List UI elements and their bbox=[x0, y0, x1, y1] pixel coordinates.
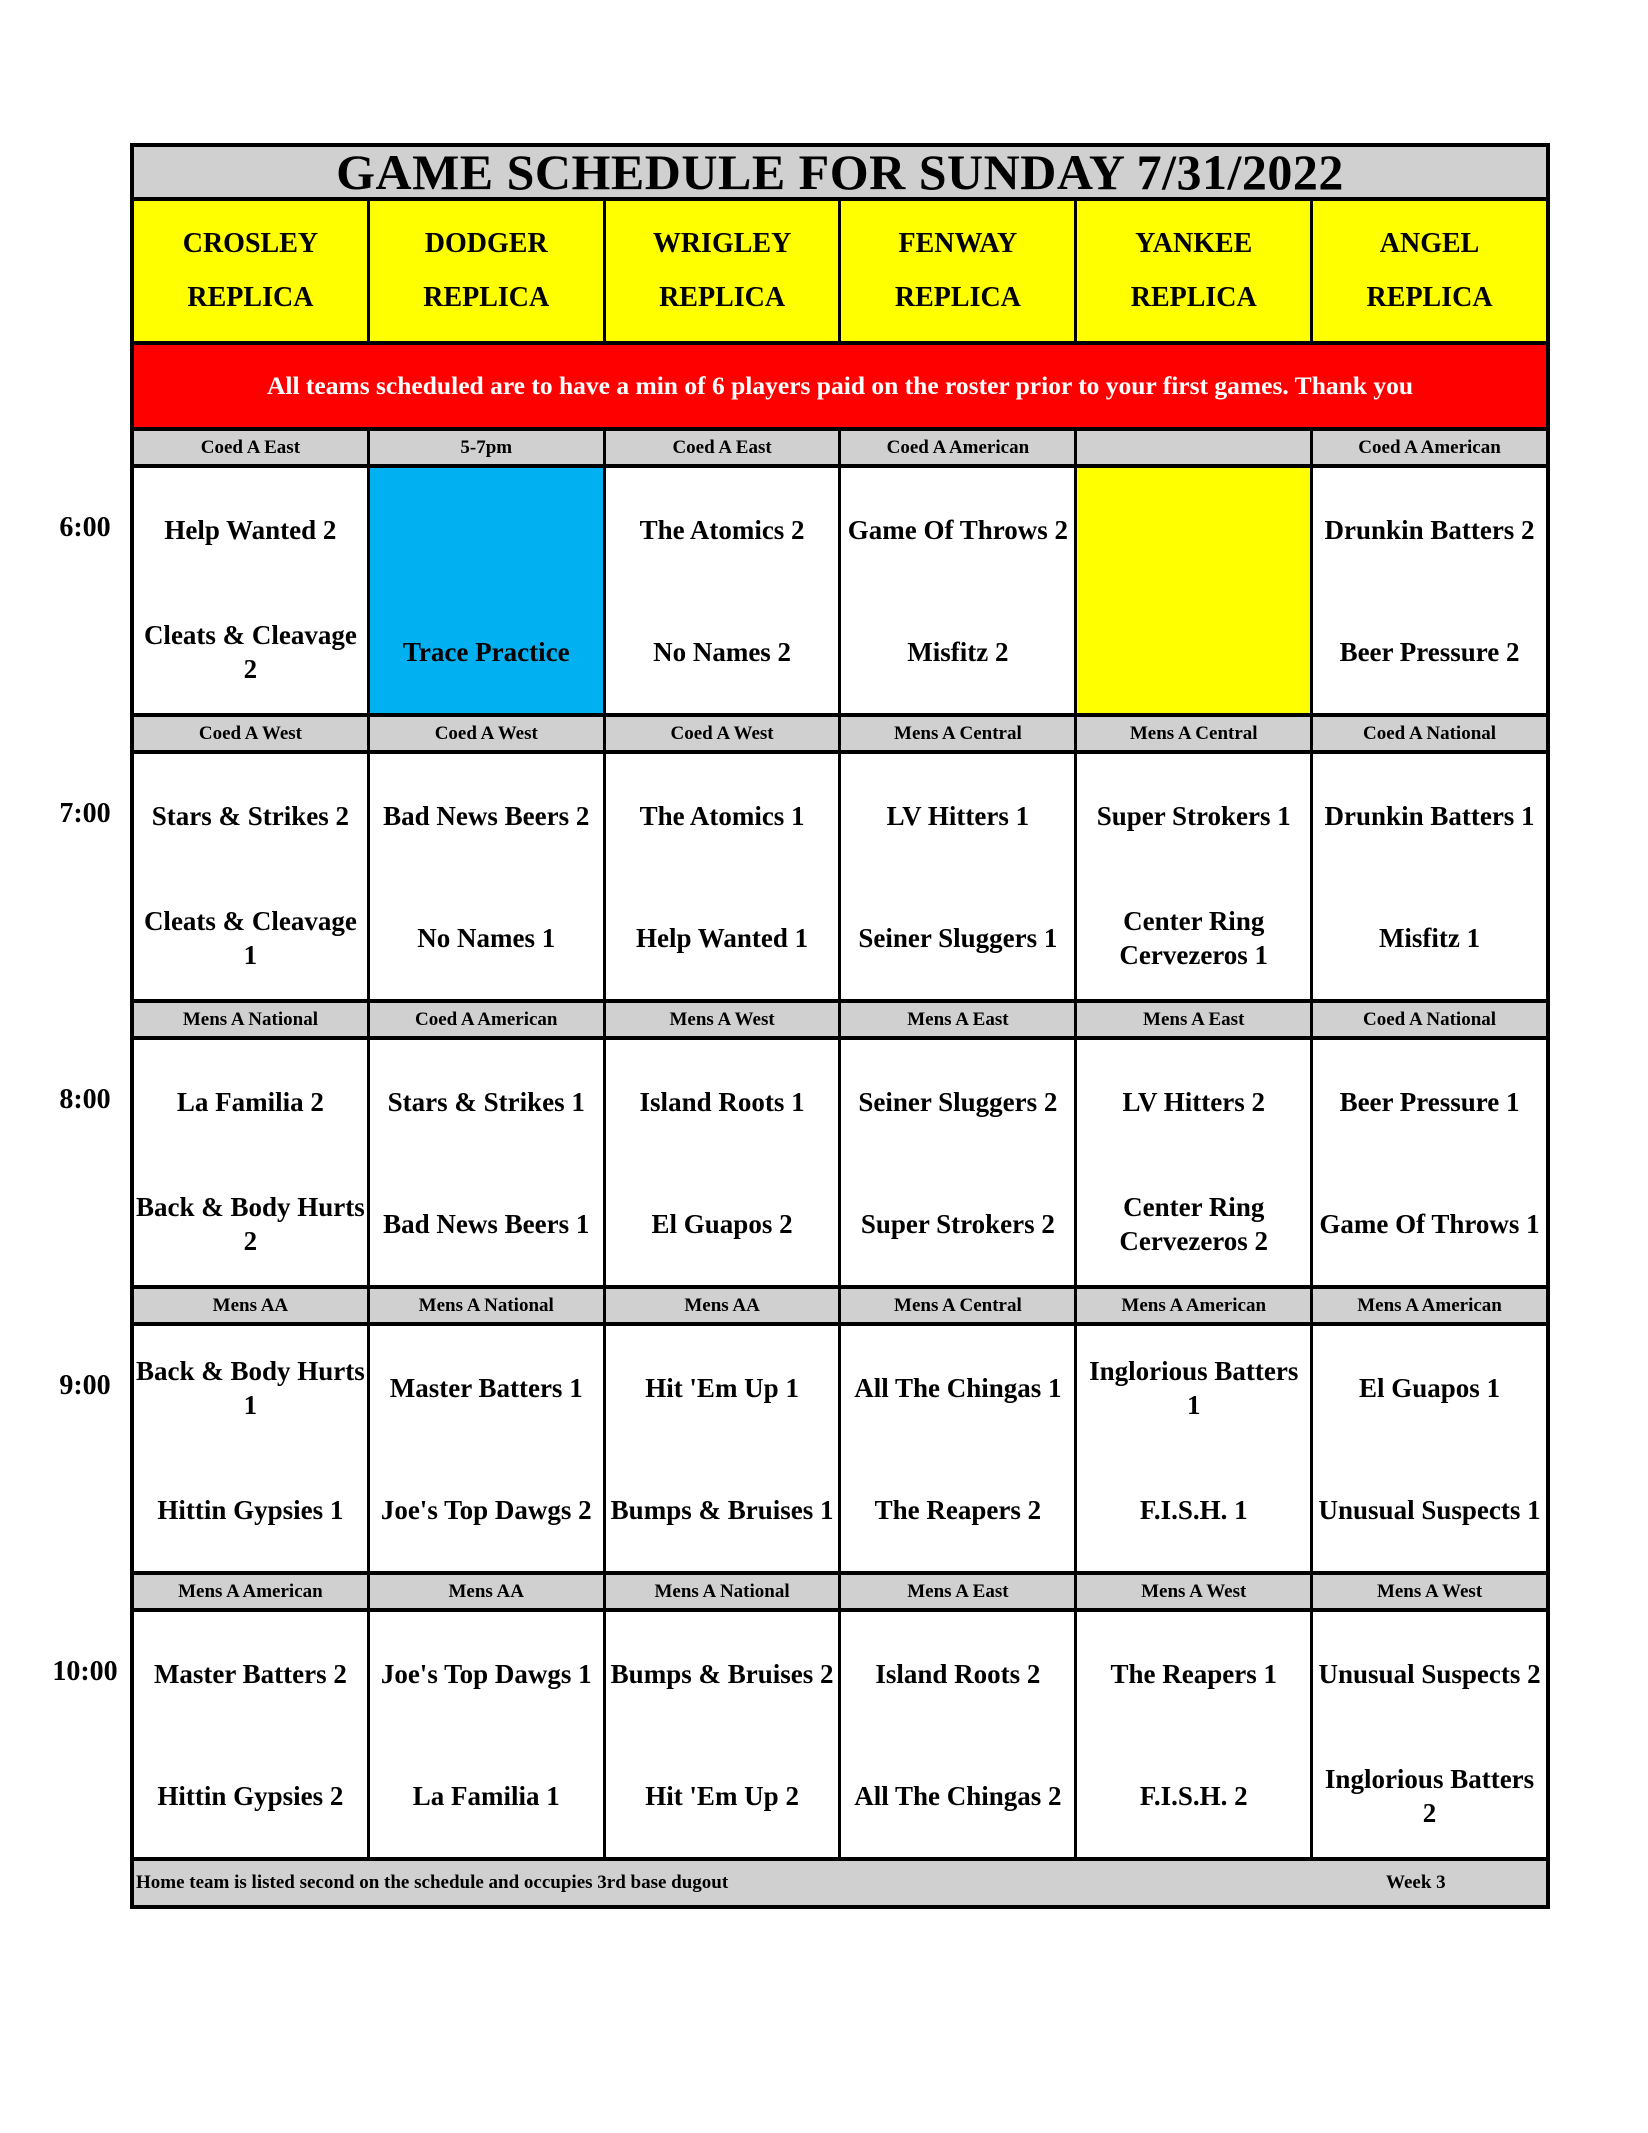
away-team: Joe's Top Dawgs 1 bbox=[380, 1659, 592, 1689]
division-label: Mens AA bbox=[134, 1289, 370, 1322]
game-row bbox=[134, 754, 1546, 1003]
away-team bbox=[1079, 488, 1308, 572]
game-cell bbox=[1313, 1326, 1546, 1571]
schedule-sheet bbox=[130, 143, 1550, 1909]
game-cell bbox=[370, 1040, 606, 1285]
time-slots bbox=[134, 431, 1546, 1861]
away-team: Stars & Strikes 2 bbox=[151, 801, 350, 831]
game-row bbox=[134, 1326, 1546, 1575]
away-team: Help Wanted 2 bbox=[164, 515, 337, 545]
division-label: Mens A East bbox=[1077, 1003, 1313, 1036]
division-label: Coed A National bbox=[1363, 1008, 1497, 1030]
game-cell bbox=[841, 468, 1077, 713]
division-label: Mens A Central bbox=[841, 1289, 1077, 1322]
home-team: Center Ring Cervezeros 2 bbox=[1119, 1192, 1269, 1256]
venue-name: DODGER bbox=[424, 228, 548, 259]
away-team: The Reapers 1 bbox=[1110, 1659, 1277, 1689]
game-cell bbox=[370, 468, 606, 713]
roster-notice: All teams scheduled are to have a min of 6 players paid on the roster prior to your first games. Thank you bbox=[134, 345, 1546, 431]
away-team: Stars & Strikes 1 bbox=[387, 1087, 585, 1117]
away-team: Island Roots 2 bbox=[875, 1659, 1041, 1689]
game-cell bbox=[841, 1326, 1077, 1571]
week-label: Week 3 bbox=[1386, 1872, 1446, 1893]
home-team: Hittin Gypsies 1 bbox=[157, 1495, 344, 1525]
time-label: 6:00 bbox=[59, 512, 111, 543]
time-label: 10:00 bbox=[52, 1656, 118, 1687]
away-team: Seiner Sluggers 2 bbox=[858, 1087, 1058, 1117]
game-cell bbox=[606, 754, 842, 999]
game-cell bbox=[1077, 754, 1313, 999]
home-team: Trace Practice bbox=[402, 637, 570, 667]
division-label: Coed A East bbox=[606, 431, 842, 464]
division-label: Coed A East bbox=[134, 431, 370, 464]
venue-name: YANKEE bbox=[1135, 228, 1253, 259]
division-label: Mens AA bbox=[606, 1289, 842, 1322]
away-team: La Familia 2 bbox=[176, 1087, 324, 1117]
game-cell bbox=[606, 1040, 842, 1285]
home-team: Help Wanted 1 bbox=[636, 923, 809, 953]
home-team: F.I.S.H. 2 bbox=[1139, 1781, 1248, 1811]
division-label: Mens A Central bbox=[841, 717, 1077, 750]
division-label: Mens A National bbox=[370, 1289, 606, 1322]
venue-type: REPLICA bbox=[659, 282, 786, 313]
home-team: No Names 1 bbox=[417, 923, 556, 953]
division-label: Mens A West bbox=[1376, 1580, 1483, 1602]
venue-yankee bbox=[1077, 201, 1313, 341]
away-team: Drunkin Batters 2 bbox=[1324, 515, 1535, 545]
division-label: Mens A East bbox=[841, 1003, 1077, 1036]
game-row bbox=[134, 468, 1546, 717]
venue-crosley bbox=[134, 201, 370, 341]
division-row bbox=[134, 717, 1546, 754]
game-cell bbox=[370, 1612, 606, 1857]
game-cell bbox=[1077, 468, 1313, 713]
division-label bbox=[1077, 431, 1313, 464]
home-team: Unusual Suspects 1 bbox=[1318, 1495, 1541, 1525]
division-label: Coed A American bbox=[370, 1003, 606, 1036]
game-cell bbox=[606, 1612, 842, 1857]
home-team: Beer Pressure 2 bbox=[1339, 637, 1520, 667]
venue-dodger bbox=[370, 201, 606, 341]
division-label: Mens A National bbox=[606, 1575, 842, 1608]
game-row bbox=[134, 1612, 1546, 1861]
game-cell bbox=[134, 754, 370, 999]
division-row bbox=[134, 1003, 1546, 1040]
home-team: Cleats & Cleavage 1 bbox=[143, 906, 357, 970]
away-team: Bad News Beers 2 bbox=[383, 801, 590, 831]
game-cell bbox=[606, 1326, 842, 1571]
home-team: Center Ring Cervezeros 1 bbox=[1119, 906, 1269, 970]
game-cell bbox=[1313, 1040, 1546, 1285]
home-team: La Familia 1 bbox=[412, 1781, 560, 1811]
away-team: The Atomics 2 bbox=[639, 515, 805, 545]
division-label: Coed A American bbox=[841, 431, 1077, 464]
venue-header-row bbox=[134, 201, 1546, 345]
division-label: 5-7pm bbox=[370, 431, 606, 464]
venue-angel bbox=[1313, 201, 1546, 341]
home-team: Joe's Top Dawgs 2 bbox=[380, 1495, 592, 1525]
away-team: All The Chingas 1 bbox=[854, 1373, 1062, 1403]
venue-name: WRIGLEY bbox=[652, 228, 792, 259]
venue-type: REPLICA bbox=[423, 282, 550, 313]
game-cell bbox=[370, 754, 606, 999]
away-team: Beer Pressure 1 bbox=[1339, 1087, 1520, 1117]
footer-note: Home team is listed second on the schedule and occupies 3rd base dugout bbox=[136, 1872, 729, 1893]
venue-name: CROSLEY bbox=[182, 228, 319, 259]
home-team: Bumps & Bruises 1 bbox=[610, 1495, 834, 1525]
venue-name: ANGEL bbox=[1379, 228, 1480, 259]
game-cell bbox=[1077, 1612, 1313, 1857]
venue-type: REPLICA bbox=[187, 282, 314, 313]
venue-type: REPLICA bbox=[894, 282, 1021, 313]
home-team: No Names 2 bbox=[653, 637, 792, 667]
home-team: Back & Body Hurts 2 bbox=[136, 1192, 365, 1256]
game-cell bbox=[1313, 468, 1546, 713]
game-cell bbox=[606, 468, 842, 713]
game-cell bbox=[1313, 1612, 1546, 1857]
away-team: Drunkin Batters 1 bbox=[1324, 801, 1535, 831]
division-label: Mens A East bbox=[841, 1575, 1077, 1608]
division-row bbox=[134, 431, 1546, 468]
division-label: Mens A Central bbox=[1077, 717, 1313, 750]
away-team: LV Hitters 1 bbox=[886, 801, 1030, 831]
home-team: Super Strokers 2 bbox=[860, 1209, 1055, 1239]
division-label: Mens A West bbox=[606, 1003, 842, 1036]
away-team bbox=[372, 488, 601, 572]
home-team: Hittin Gypsies 2 bbox=[157, 1781, 344, 1811]
division-label: Coed A National bbox=[1363, 722, 1497, 744]
game-cell bbox=[1313, 754, 1546, 999]
venue-name: FENWAY bbox=[898, 228, 1018, 259]
game-cell bbox=[134, 1040, 370, 1285]
game-cell bbox=[1077, 1326, 1313, 1571]
away-team: Master Batters 2 bbox=[153, 1659, 347, 1689]
time-label: 8:00 bbox=[59, 1084, 111, 1115]
footer bbox=[134, 1861, 1546, 1905]
game-cell bbox=[370, 1326, 606, 1571]
division-label: Mens AA bbox=[370, 1575, 606, 1608]
division-row bbox=[134, 1289, 1546, 1326]
venue-wrigley bbox=[606, 201, 842, 341]
division-row bbox=[134, 1575, 1546, 1612]
game-cell bbox=[134, 1326, 370, 1571]
game-cell bbox=[841, 1040, 1077, 1285]
division-label: Mens A American bbox=[134, 1575, 370, 1608]
home-team: All The Chingas 2 bbox=[854, 1781, 1062, 1811]
home-team: F.I.S.H. 1 bbox=[1139, 1495, 1248, 1525]
time-label: 9:00 bbox=[59, 1370, 111, 1401]
division-label: Coed A American bbox=[1358, 436, 1501, 458]
venue-type: REPLICA bbox=[1130, 282, 1257, 313]
venue-fenway bbox=[841, 201, 1077, 341]
home-team: Bad News Beers 1 bbox=[383, 1209, 590, 1239]
game-cell bbox=[134, 1612, 370, 1857]
page-title: GAME SCHEDULE FOR SUNDAY 7/31/2022 bbox=[134, 147, 1546, 201]
away-team: Super Strokers 1 bbox=[1096, 801, 1291, 831]
away-team: El Guapos 1 bbox=[1359, 1373, 1501, 1403]
game-cell bbox=[1077, 1040, 1313, 1285]
home-team bbox=[1079, 610, 1308, 694]
away-team: Master Batters 1 bbox=[389, 1373, 583, 1403]
home-team: Seiner Sluggers 1 bbox=[858, 923, 1058, 953]
away-team: Inglorious Batters 1 bbox=[1089, 1356, 1299, 1420]
division-label: Coed A West bbox=[606, 717, 842, 750]
home-team: Misfitz 2 bbox=[907, 637, 1009, 667]
time-label: 7:00 bbox=[59, 798, 111, 829]
home-team: Cleats & Cleavage 2 bbox=[143, 620, 357, 684]
division-label: Coed A West bbox=[370, 717, 606, 750]
game-row bbox=[134, 1040, 1546, 1289]
away-team: Back & Body Hurts 1 bbox=[136, 1356, 365, 1420]
home-team: Game Of Throws 1 bbox=[1319, 1209, 1540, 1239]
division-label: Mens A American bbox=[1077, 1289, 1313, 1322]
division-label: Mens A American bbox=[1357, 1294, 1502, 1316]
home-team: El Guapos 2 bbox=[651, 1209, 793, 1239]
home-team: Inglorious Batters 2 bbox=[1324, 1764, 1535, 1828]
division-label: Mens A West bbox=[1077, 1575, 1313, 1608]
away-team: Hit 'Em Up 1 bbox=[645, 1373, 799, 1403]
away-team: Island Roots 1 bbox=[639, 1087, 805, 1117]
away-team: Bumps & Bruises 2 bbox=[610, 1659, 834, 1689]
division-label: Coed A West bbox=[134, 717, 370, 750]
division-label: Mens A National bbox=[134, 1003, 370, 1036]
game-cell bbox=[134, 468, 370, 713]
away-team: The Atomics 1 bbox=[639, 801, 805, 831]
home-team: Hit 'Em Up 2 bbox=[645, 1781, 799, 1811]
home-team: Misfitz 1 bbox=[1378, 923, 1481, 953]
away-team: Unusual Suspects 2 bbox=[1318, 1659, 1541, 1689]
home-team: The Reapers 2 bbox=[874, 1495, 1042, 1525]
away-team: Game Of Throws 2 bbox=[847, 515, 1069, 545]
game-cell bbox=[841, 1612, 1077, 1857]
venue-type: REPLICA bbox=[1366, 282, 1493, 313]
away-team: LV Hitters 2 bbox=[1122, 1087, 1265, 1117]
game-cell bbox=[841, 754, 1077, 999]
